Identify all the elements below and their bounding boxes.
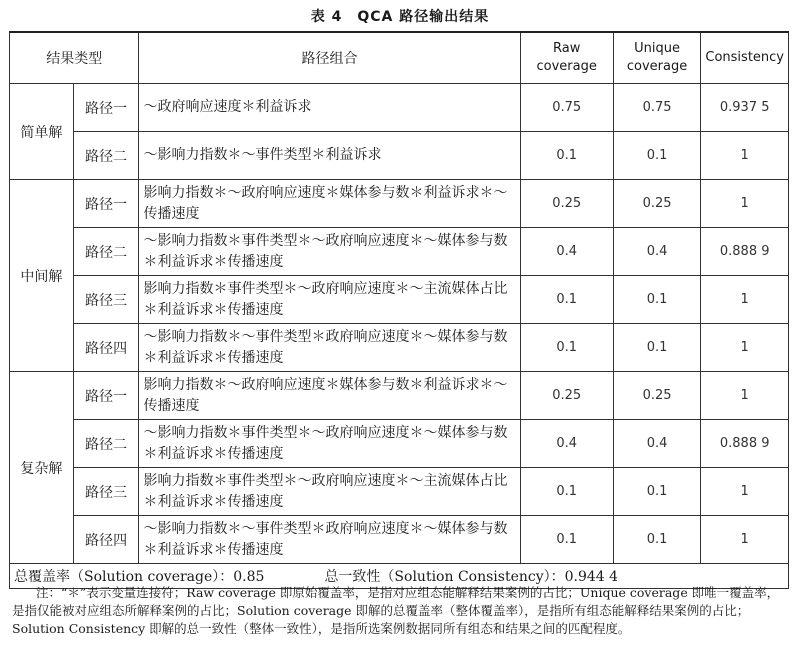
header-raw-line2: coverage (536, 59, 597, 74)
raw-coverage-cell: 0.75 (520, 84, 613, 132)
path-combination-cell: ～影响力指数＊～事件类型＊政府响应速度＊～媒体参与数＊利益诉求＊传播速度 (139, 324, 520, 372)
table-row (10, 468, 789, 516)
header-path-combination: 路径组合 (139, 32, 520, 84)
header-unique-coverage (613, 32, 701, 84)
path-label-cell: 路径三 (73, 276, 139, 324)
consistency-cell: 1 (701, 324, 789, 372)
table-row (10, 276, 789, 324)
consistency-cell: 1 (701, 132, 789, 180)
path-combination-cell: ～影响力指数＊事件类型＊～政府响应速度＊～媒体参与数＊利益诉求＊传播速度 (139, 420, 520, 468)
result-type-cell: 复杂解 (10, 372, 74, 564)
unique-coverage-cell: 0.1 (613, 276, 701, 324)
table-row (10, 180, 789, 228)
header-consistency: Consistency (701, 32, 789, 84)
path-combination-cell: ～影响力指数＊～事件类型＊政府响应速度＊～媒体参与数＊利益诉求＊传播速度 (139, 516, 520, 564)
header-raw-coverage (520, 32, 613, 84)
header-raw-line1: Raw (553, 41, 581, 56)
unique-coverage-cell: 0.25 (613, 180, 701, 228)
header-row (10, 32, 789, 84)
path-combination-cell: 影响力指数＊～政府响应速度＊媒体参与数＊利益诉求＊～传播速度 (139, 372, 520, 420)
table-row (10, 84, 789, 132)
unique-coverage-cell: 0.4 (613, 228, 701, 276)
path-combination-cell: ～影响力指数＊事件类型＊～政府响应速度＊～媒体参与数＊利益诉求＊传播速度 (139, 228, 520, 276)
table-note: 注：“＊”表示变量连接符；Raw coverage 即原始覆盖率，是指对应组态能解释结果案例的占比；Unique coverage 即唯一覆盖率，是指仅能被对应组态所解释案例的占比；Solution coverage 即解的总覆盖率（整体覆盖率），是指所有组态能解释结果案例的占比；Solution Consistency 即解的总一致性（整体一致性），是指所选案例数据同所有组态和结果之间的匹配程度。 (12, 585, 780, 636)
header-unique-line2: coverage (626, 59, 688, 74)
result-type-cell: 简单解 (10, 84, 74, 180)
path-combination-cell: 影响力指数＊事件类型＊～政府响应速度＊～主流媒体占比＊利益诉求＊传播速度 (139, 468, 520, 516)
unique-coverage-cell: 0.1 (613, 516, 701, 564)
qca-results-table (9, 31, 789, 589)
solution-consistency: 总一致性（Solution Consistency）：0.944 4 (324, 569, 619, 585)
consistency-cell: 0.888 9 (701, 420, 789, 468)
path-label-cell: 路径四 (73, 516, 139, 564)
raw-coverage-cell: 0.1 (520, 468, 613, 516)
consistency-cell: 1 (701, 468, 789, 516)
raw-coverage-cell: 0.1 (520, 276, 613, 324)
result-type-cell: 中间解 (10, 180, 74, 372)
table-row (10, 516, 789, 564)
consistency-cell: 1 (701, 276, 789, 324)
path-combination-cell: ～政府响应速度＊利益诉求 (139, 84, 520, 132)
unique-coverage-cell: 0.25 (613, 372, 701, 420)
consistency-cell: 0.937 5 (701, 84, 789, 132)
table-row (10, 420, 789, 468)
unique-coverage-cell: 0.4 (613, 420, 701, 468)
path-label-cell: 路径二 (73, 132, 139, 180)
path-label-cell: 路径一 (73, 372, 139, 420)
consistency-cell: 1 (701, 372, 789, 420)
table-title: 表 4 QCA 路径输出结果 (310, 9, 490, 25)
raw-coverage-cell: 0.4 (520, 420, 613, 468)
unique-coverage-cell: 0.1 (613, 468, 701, 516)
table-row (10, 324, 789, 372)
path-combination-cell: 影响力指数＊事件类型＊～政府响应速度＊～主流媒体占比＊利益诉求＊传播速度 (139, 276, 520, 324)
unique-coverage-cell: 0.1 (613, 324, 701, 372)
raw-coverage-cell: 0.1 (520, 132, 613, 180)
table-row (10, 228, 789, 276)
header-result-type: 结果类型 (10, 32, 139, 84)
consistency-cell: 1 (701, 516, 789, 564)
path-label-cell: 路径四 (73, 324, 139, 372)
raw-coverage-cell: 0.25 (520, 372, 613, 420)
raw-coverage-cell: 0.1 (520, 516, 613, 564)
table-row (10, 132, 789, 180)
path-combination-cell: 影响力指数＊～政府响应速度＊媒体参与数＊利益诉求＊～传播速度 (139, 180, 520, 228)
raw-coverage-cell: 0.25 (520, 180, 613, 228)
unique-coverage-cell: 0.1 (613, 132, 701, 180)
solution-coverage: 总覆盖率（Solution coverage）：0.85 (14, 569, 265, 585)
path-label-cell: 路径二 (73, 228, 139, 276)
raw-coverage-cell: 0.1 (520, 324, 613, 372)
path-label-cell: 路径一 (73, 180, 139, 228)
consistency-cell: 1 (701, 180, 789, 228)
path-label-cell: 路径二 (73, 420, 139, 468)
raw-coverage-cell: 0.4 (520, 228, 613, 276)
header-unique-line1: Unique (634, 41, 680, 56)
path-label-cell: 路径一 (73, 84, 139, 132)
path-label-cell: 路径三 (73, 468, 139, 516)
consistency-cell: 0.888 9 (701, 228, 789, 276)
unique-coverage-cell: 0.75 (613, 84, 701, 132)
path-combination-cell: ～影响力指数＊～事件类型＊利益诉求 (139, 132, 520, 180)
table-row (10, 372, 789, 420)
